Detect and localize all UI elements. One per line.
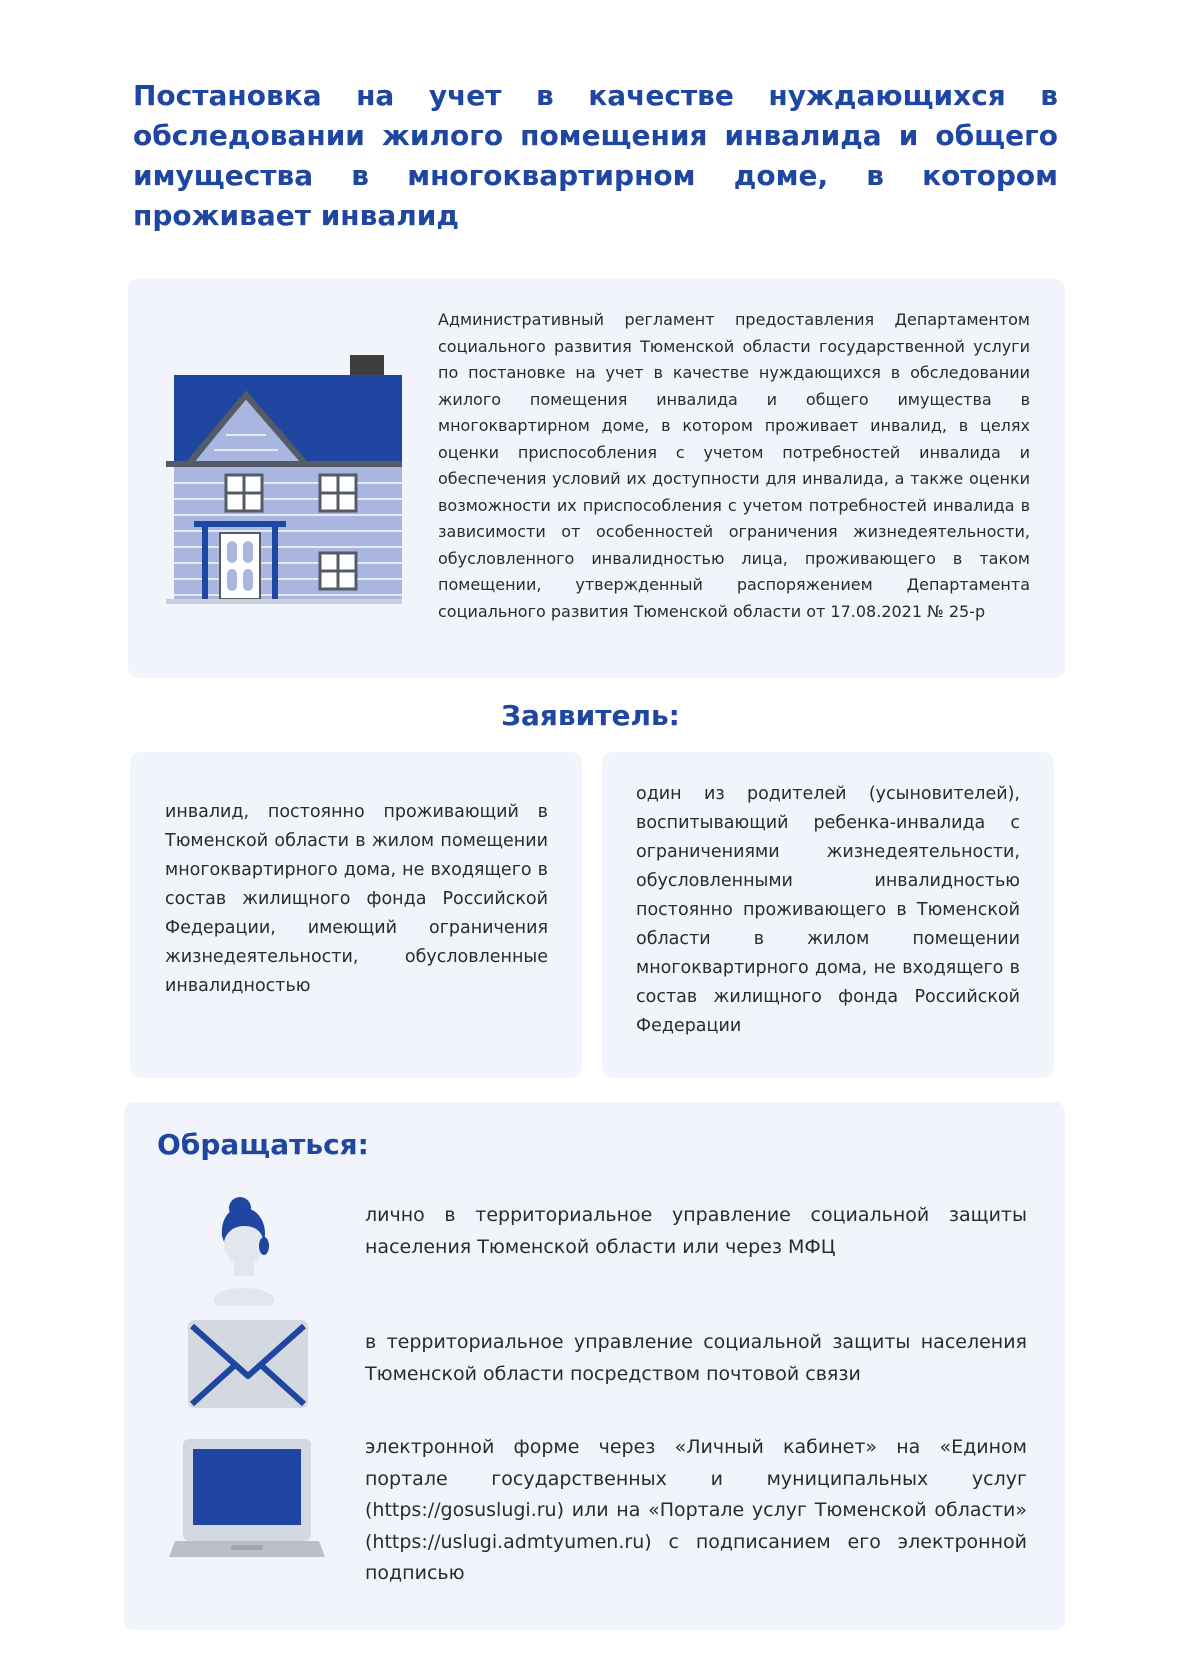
applicant-card-left xyxy=(130,752,582,1078)
regulation-text: Административный регламент предоставления Департаментом социального развития Тюменской области государственной услуги по постановке на учет в качестве нуждающихся в обследовании жилого помещения инвалида и общего имущества в многоквартирном доме, в котором проживает инвалид, в целях оценки приспособления с учетом потребностей инвалида и обеспечения условий их доступности для инвалида, а также оценки возможности их приспособления с учетом потребностей инвалида в зависимости от особенностей ограничения жизнедеятельности, обусловленного инвалидностью лица, проживающего в таком помещении, утвержденный распоряжением Департамента социального развития Тюменской области от 17.08.2021 № 25-р xyxy=(438,310,1030,621)
contact-text-online: электронной форме через «Личный кабинет» на «Едином портале государственных и муниципальных услуг (https://gosuslugi.ru) или на «Портале услуг Тюменской области» (https://uslugi.admtyumen.ru) с подписанием его электронной подписью xyxy=(365,1436,1027,1584)
applicant-left-text: инвалид, постоянно проживающий в Тюменской области в жилом помещении многоквартирного дома, не входящего в состав жилищного фонда Российской Федерации, имеющий ограничения жизнедеятельности, обусловленные инвалидностью xyxy=(165,802,548,996)
contact-title: Обращаться: xyxy=(157,1128,369,1161)
regulation-panel xyxy=(128,279,1065,678)
person-icon xyxy=(212,1196,276,1306)
laptop-icon xyxy=(169,1437,325,1567)
applicant-title: Заявитель: xyxy=(501,699,680,732)
page-title: Постановка на учет в качестве нуждающихся в обследовании жилого помещения инвалида и общего имущества в многоквартирном доме, в котором проживает инвалид xyxy=(133,79,1058,232)
contact-text-post: в территориальное управление социальной защиты населения Тюменской области посредством почтовой связи xyxy=(365,1331,1027,1385)
envelope-icon xyxy=(186,1318,310,1410)
applicant-card-right xyxy=(602,752,1054,1078)
applicant-right-text: один из родителей (усыновителей), воспитывающий ребенка-инвалида с ограничениями жизнедеятельности, обусловленными инвалидностью постоянно проживающего в Тюменской области в жилом помещении многоквартирного дома, не входящего в состав жилищного фонда Российской Федерации xyxy=(636,784,1020,1036)
house-icon xyxy=(166,355,402,605)
contact-panel xyxy=(124,1102,1065,1630)
contact-text-in-person: лично в территориальное управление социальной защиты населения Тюменской области или через МФЦ xyxy=(365,1204,1027,1258)
